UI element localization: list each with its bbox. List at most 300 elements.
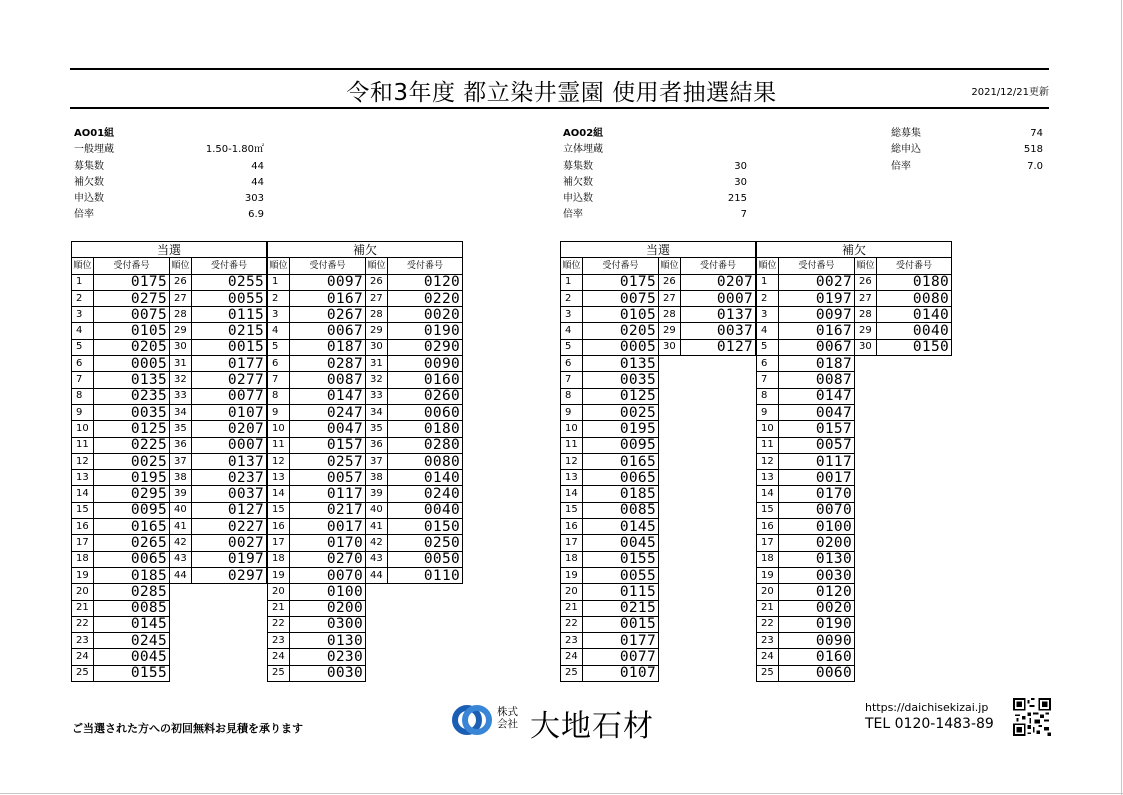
stat-label: 募集数 (74, 160, 104, 172)
rank-cell: 21 (268, 600, 290, 616)
table-row (561, 274, 756, 290)
table-row (757, 567, 952, 583)
empty-cell (659, 535, 756, 551)
company-logo-icon (452, 700, 492, 740)
receipt-number-cell: 0037 (681, 323, 756, 339)
receipt-number-cell: 0077 (192, 388, 267, 404)
receipt-number-cell: 0085 (583, 502, 659, 518)
empty-cell (659, 421, 756, 437)
table-row (268, 535, 463, 551)
receipt-number-cell: 0117 (779, 453, 855, 469)
empty-cell (855, 665, 952, 681)
receipt-number-cell: 0017 (290, 519, 366, 535)
receipt-number-cell: 0150 (877, 339, 952, 355)
receipt-number-cell: 0055 (192, 290, 267, 306)
receipt-number-cell: 0127 (681, 339, 756, 355)
empty-cell (366, 665, 463, 681)
rank-cell: 1 (268, 274, 290, 290)
group1-winners-table (71, 241, 267, 682)
table-row (268, 356, 463, 372)
empty-cell (170, 633, 267, 649)
empty-cell (366, 649, 463, 665)
total-value: 518 (1023, 144, 1043, 156)
rank-cell: 22 (72, 616, 94, 632)
table-row (72, 453, 267, 469)
receipt-number-cell: 0290 (388, 339, 463, 355)
rank-cell: 39 (366, 486, 388, 502)
receipt-number-cell: 0195 (583, 421, 659, 437)
table-row (72, 470, 267, 486)
rank-cell: 6 (561, 356, 583, 372)
receipt-number-cell: 0207 (192, 421, 267, 437)
receipt-number-cell: 0157 (779, 421, 855, 437)
stat-value: 6.9 (248, 209, 264, 221)
rank-cell: 10 (757, 421, 779, 437)
rank-cell: 13 (268, 470, 290, 486)
receipt-number-cell: 0085 (94, 600, 170, 616)
reserves-header: 補欠 (268, 242, 463, 258)
rank-cell: 1 (561, 274, 583, 290)
empty-cell (659, 567, 756, 583)
empty-cell (659, 551, 756, 567)
rank-cell: 40 (170, 502, 192, 518)
table-row (757, 600, 952, 616)
empty-cell (366, 584, 463, 600)
receipt-header: 受付番号 (388, 258, 463, 274)
rank-cell: 31 (366, 356, 388, 372)
receipt-header: 受付番号 (583, 258, 659, 274)
total-value: 7.0 (1027, 160, 1043, 172)
table-row (561, 616, 756, 632)
receipt-number-cell: 0100 (779, 519, 855, 535)
receipt-number-cell: 0065 (583, 470, 659, 486)
empty-cell (855, 551, 952, 567)
winners-header: 当選 (72, 242, 267, 258)
rank-cell: 14 (268, 486, 290, 502)
receipt-number-cell: 0255 (192, 274, 267, 290)
rank-cell: 16 (757, 519, 779, 535)
receipt-number-cell: 0060 (388, 404, 463, 420)
table-row (72, 437, 267, 453)
stat-label: 倍率 (563, 209, 583, 221)
table-row (561, 307, 756, 323)
page-border-bottom (0, 793, 1123, 794)
rank-cell: 16 (268, 519, 290, 535)
receipt-number-cell: 0167 (779, 323, 855, 339)
table-row (561, 356, 756, 372)
table-row (561, 633, 756, 649)
table-row (268, 567, 463, 583)
stat-label: 補欠数 (563, 176, 593, 188)
table-row (561, 519, 756, 535)
rank-cell: 2 (757, 290, 779, 306)
receipt-number-cell: 0020 (388, 307, 463, 323)
rank-cell: 8 (757, 388, 779, 404)
receipt-number-cell: 0080 (877, 290, 952, 306)
rank-cell: 14 (561, 486, 583, 502)
table-row (561, 567, 756, 583)
receipt-number-cell: 0035 (94, 404, 170, 420)
receipt-header: 受付番号 (681, 258, 756, 274)
receipt-number-cell: 0145 (583, 519, 659, 535)
rank-cell: 13 (72, 470, 94, 486)
company-url[interactable]: https://daichisekizai.jp (865, 701, 989, 714)
rank-cell: 7 (72, 372, 94, 388)
rank-cell: 26 (170, 274, 192, 290)
rank-header: 順位 (855, 258, 877, 274)
rank-cell: 9 (561, 404, 583, 420)
rank-cell: 44 (366, 567, 388, 583)
empty-cell (855, 388, 952, 404)
receipt-number-cell: 0220 (388, 290, 463, 306)
rank-cell: 5 (561, 339, 583, 355)
rank-cell: 9 (268, 404, 290, 420)
rank-cell: 30 (366, 339, 388, 355)
rank-cell: 22 (561, 616, 583, 632)
rank-cell: 30 (659, 339, 681, 355)
table-row (757, 323, 952, 339)
rank-cell: 17 (72, 535, 94, 551)
table-row (561, 290, 756, 306)
rank-cell: 18 (72, 551, 94, 567)
receipt-number-cell: 0190 (779, 616, 855, 632)
rank-cell: 23 (268, 633, 290, 649)
receipt-number-cell: 0077 (583, 649, 659, 665)
empty-cell (855, 421, 952, 437)
rank-cell: 43 (170, 551, 192, 567)
table-row (757, 388, 952, 404)
rank-cell: 28 (366, 307, 388, 323)
receipt-number-cell: 0027 (779, 274, 855, 290)
empty-cell (170, 600, 267, 616)
rank-cell: 40 (366, 502, 388, 518)
stat-label: 申込数 (74, 193, 104, 205)
rank-cell: 7 (561, 372, 583, 388)
table-row (757, 616, 952, 632)
receipt-number-cell: 0107 (583, 665, 659, 681)
receipt-number-cell: 0040 (388, 502, 463, 518)
rank-cell: 13 (757, 470, 779, 486)
receipt-number-cell: 0200 (779, 535, 855, 551)
rank-cell: 15 (268, 502, 290, 518)
rank-cell: 25 (72, 665, 94, 681)
receipt-number-cell: 0057 (779, 437, 855, 453)
rank-cell: 8 (72, 388, 94, 404)
receipt-number-cell: 0105 (94, 323, 170, 339)
rank-cell: 34 (170, 404, 192, 420)
table-row (268, 388, 463, 404)
receipt-number-cell: 0095 (583, 437, 659, 453)
receipt-number-cell: 0087 (779, 372, 855, 388)
receipt-header: 受付番号 (779, 258, 855, 274)
table-row (72, 339, 267, 355)
receipt-number-cell: 0175 (583, 274, 659, 290)
group2-winners-table (560, 241, 756, 682)
receipt-number-cell: 0055 (583, 567, 659, 583)
receipt-number-cell: 0225 (94, 437, 170, 453)
receipt-number-cell: 0030 (779, 567, 855, 583)
title-rule-top (70, 68, 1049, 70)
rank-cell: 28 (170, 307, 192, 323)
rank-cell: 6 (72, 356, 94, 372)
table-row (757, 421, 952, 437)
rank-header: 順位 (561, 258, 583, 274)
receipt-number-cell: 0205 (583, 323, 659, 339)
totals-info (891, 126, 1043, 175)
empty-cell (855, 453, 952, 469)
rank-cell: 7 (757, 372, 779, 388)
rank-cell: 29 (366, 323, 388, 339)
receipt-number-cell: 0295 (94, 486, 170, 502)
receipt-number-cell: 0180 (877, 274, 952, 290)
empty-cell (659, 665, 756, 681)
receipt-number-cell: 0135 (583, 356, 659, 372)
empty-cell (855, 535, 952, 551)
table-row (757, 404, 952, 420)
receipt-number-cell: 0080 (388, 453, 463, 469)
receipt-number-cell: 0020 (779, 600, 855, 616)
rank-cell: 23 (561, 633, 583, 649)
rank-cell: 24 (72, 649, 94, 665)
rank-cell: 5 (268, 339, 290, 355)
table-row (268, 290, 463, 306)
table-row (72, 551, 267, 567)
receipt-number-cell: 0177 (192, 356, 267, 372)
table-row (72, 356, 267, 372)
receipt-number-cell: 0007 (681, 290, 756, 306)
group1-type-label: 一般埋蔵 (74, 144, 114, 156)
group1-type-value: 1.50-1.80㎡ (205, 144, 264, 156)
table-row (757, 307, 952, 323)
table-row (757, 453, 952, 469)
empty-cell (659, 584, 756, 600)
rank-cell: 1 (757, 274, 779, 290)
empty-cell (170, 665, 267, 681)
receipt-number-cell: 0057 (290, 470, 366, 486)
rank-cell: 28 (855, 307, 877, 323)
receipt-number-cell: 0240 (388, 486, 463, 502)
receipt-number-cell: 0195 (94, 470, 170, 486)
table-row (757, 274, 952, 290)
table-row (561, 372, 756, 388)
receipt-number-cell: 0135 (94, 372, 170, 388)
rank-cell: 18 (561, 551, 583, 567)
receipt-number-cell: 0145 (94, 616, 170, 632)
table-row (268, 665, 463, 681)
rank-cell: 17 (561, 535, 583, 551)
empty-cell (659, 453, 756, 469)
rank-cell: 35 (170, 421, 192, 437)
empty-cell (659, 388, 756, 404)
empty-cell (855, 404, 952, 420)
empty-cell (855, 567, 952, 583)
rank-cell: 19 (268, 567, 290, 583)
receipt-number-cell: 0245 (94, 633, 170, 649)
table-row (72, 616, 267, 632)
rank-cell: 16 (72, 519, 94, 535)
receipt-number-cell: 0157 (290, 437, 366, 453)
receipt-number-cell: 0115 (583, 584, 659, 600)
table-row (72, 388, 267, 404)
receipt-number-cell: 0177 (583, 633, 659, 649)
receipt-number-cell: 0147 (779, 388, 855, 404)
rank-cell: 38 (366, 470, 388, 486)
total-label: 総募集 (891, 128, 921, 139)
receipt-number-cell: 0170 (290, 535, 366, 551)
receipt-number-cell: 0087 (290, 372, 366, 388)
rank-cell: 8 (268, 388, 290, 404)
receipt-number-cell: 0205 (94, 339, 170, 355)
company-type: 株式会社 (497, 706, 518, 730)
rank-cell: 35 (366, 421, 388, 437)
group1-info (74, 126, 264, 224)
table-row (72, 372, 267, 388)
receipt-number-cell: 0007 (192, 437, 267, 453)
stat-label: 倍率 (74, 209, 94, 221)
receipt-number-cell: 0167 (290, 290, 366, 306)
receipt-number-cell: 0030 (290, 665, 366, 681)
table-row (561, 551, 756, 567)
receipt-number-cell: 0215 (583, 600, 659, 616)
rank-cell: 29 (170, 323, 192, 339)
receipt-number-cell: 0250 (388, 535, 463, 551)
rank-cell: 12 (72, 453, 94, 469)
qr-code-icon (1013, 698, 1051, 736)
table-row (72, 323, 267, 339)
rank-cell: 41 (366, 519, 388, 535)
empty-cell (855, 470, 952, 486)
table-row (268, 502, 463, 518)
receipt-number-cell: 0037 (192, 486, 267, 502)
rank-cell: 44 (170, 567, 192, 583)
rank-cell: 19 (561, 567, 583, 583)
page-border-right (1121, 0, 1122, 795)
table-row (268, 519, 463, 535)
receipt-header: 受付番号 (192, 258, 267, 274)
rank-cell: 21 (757, 600, 779, 616)
table-row (268, 453, 463, 469)
rank-cell: 27 (170, 290, 192, 306)
receipt-number-cell: 0150 (388, 519, 463, 535)
rank-cell: 15 (561, 502, 583, 518)
receipt-number-cell: 0115 (192, 307, 267, 323)
rank-cell: 18 (268, 551, 290, 567)
page-title: 令和3年度 都立染井霊園 使用者抽選結果 (346, 80, 777, 106)
rank-cell: 24 (757, 649, 779, 665)
rank-cell: 9 (757, 404, 779, 420)
table-row (72, 502, 267, 518)
rank-cell: 5 (72, 339, 94, 355)
table-row (757, 535, 952, 551)
table-row (757, 551, 952, 567)
table-row (268, 470, 463, 486)
receipt-number-cell: 0105 (583, 307, 659, 323)
receipt-number-cell: 0015 (583, 616, 659, 632)
table-row (72, 567, 267, 583)
receipt-number-cell: 0165 (583, 453, 659, 469)
rank-cell: 30 (170, 339, 192, 355)
receipt-number-cell: 0130 (779, 551, 855, 567)
table-row (757, 356, 952, 372)
receipt-number-cell: 0015 (192, 339, 267, 355)
rank-cell: 5 (757, 339, 779, 355)
rank-header: 順位 (757, 258, 779, 274)
table-row (72, 421, 267, 437)
receipt-number-cell: 0067 (779, 339, 855, 355)
receipt-number-cell: 0060 (779, 665, 855, 681)
rank-cell: 33 (170, 388, 192, 404)
receipt-number-cell: 0275 (94, 290, 170, 306)
empty-cell (366, 616, 463, 632)
receipt-number-cell: 0047 (779, 404, 855, 420)
winners-header: 当選 (561, 242, 756, 258)
receipt-number-cell: 0285 (94, 584, 170, 600)
receipt-number-cell: 0065 (94, 551, 170, 567)
receipt-number-cell: 0120 (779, 584, 855, 600)
company-name: 大地石材 (530, 709, 654, 744)
empty-cell (659, 519, 756, 535)
receipt-number-cell: 0127 (192, 502, 267, 518)
table-row (757, 437, 952, 453)
table-row (561, 470, 756, 486)
table-row (561, 584, 756, 600)
rank-cell: 27 (855, 290, 877, 306)
rank-cell: 11 (268, 437, 290, 453)
rank-cell: 19 (72, 567, 94, 583)
rank-cell: 43 (366, 551, 388, 567)
stat-value: 303 (244, 193, 264, 205)
rank-cell: 26 (366, 274, 388, 290)
rank-cell: 17 (268, 535, 290, 551)
receipt-number-cell: 0005 (94, 356, 170, 372)
receipt-number-cell: 0067 (290, 323, 366, 339)
rank-cell: 37 (366, 453, 388, 469)
rank-cell: 26 (855, 274, 877, 290)
rank-cell: 4 (72, 323, 94, 339)
table-row (757, 584, 952, 600)
receipt-number-cell: 0140 (388, 470, 463, 486)
rank-cell: 10 (72, 421, 94, 437)
rank-cell: 3 (268, 307, 290, 323)
receipt-number-cell: 0107 (192, 404, 267, 420)
receipt-number-cell: 0197 (192, 551, 267, 567)
receipt-number-cell: 0187 (779, 356, 855, 372)
updated-date: 2021/12/21更新 (971, 87, 1049, 98)
receipt-number-cell: 0257 (290, 453, 366, 469)
receipt-number-cell: 0197 (779, 290, 855, 306)
table-row (268, 274, 463, 290)
rank-cell: 2 (561, 290, 583, 306)
receipt-number-cell: 0300 (290, 616, 366, 632)
receipt-number-cell: 0185 (583, 486, 659, 502)
empty-cell (659, 470, 756, 486)
table-row (268, 323, 463, 339)
rank-cell: 38 (170, 470, 192, 486)
rank-cell: 25 (757, 665, 779, 681)
table-row (757, 649, 952, 665)
table-row (268, 339, 463, 355)
table-row (268, 372, 463, 388)
receipt-number-cell: 0165 (94, 519, 170, 535)
empty-cell (855, 600, 952, 616)
receipt-number-cell: 0230 (290, 649, 366, 665)
receipt-number-cell: 0247 (290, 404, 366, 420)
receipt-header: 受付番号 (290, 258, 366, 274)
receipt-number-cell: 0207 (681, 274, 756, 290)
receipt-number-cell: 0180 (388, 421, 463, 437)
rank-cell: 10 (268, 421, 290, 437)
empty-cell (659, 633, 756, 649)
